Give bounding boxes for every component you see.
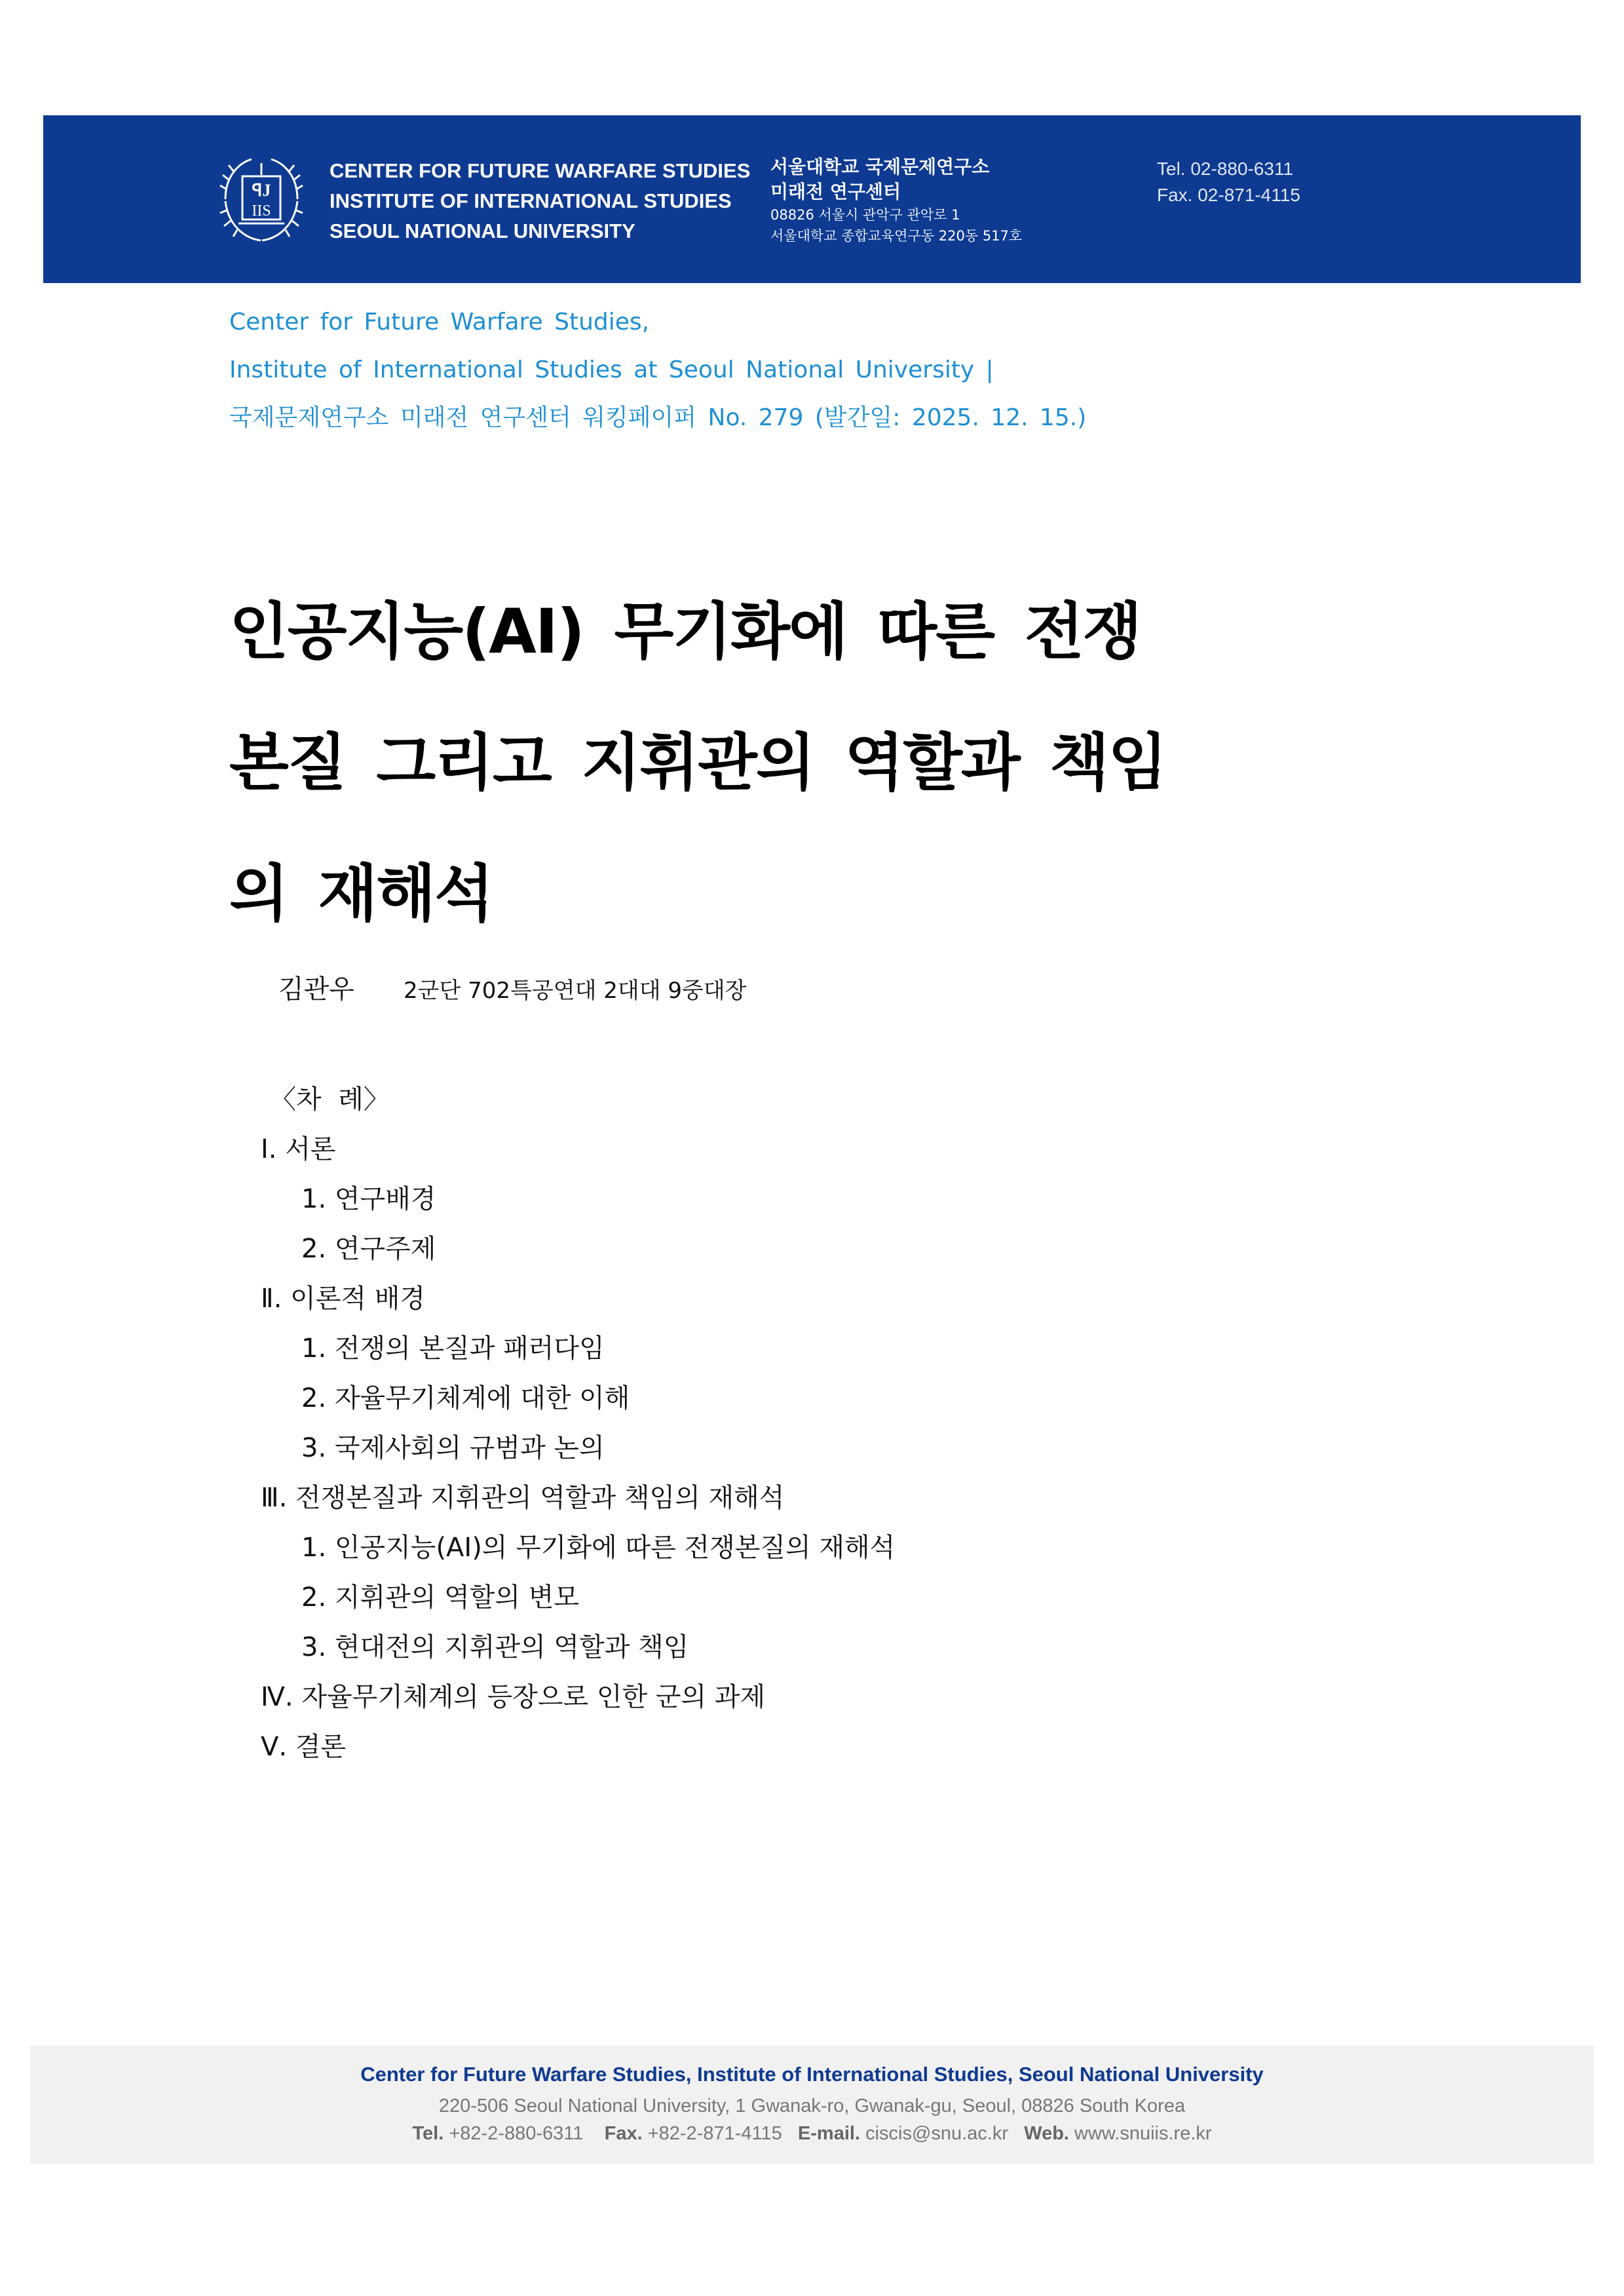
footer-address: 220-506 Seoul National University, 1 Gwanak-ro, Gwanak-gu, Seoul, 08826 South Korea [438,2095,1186,2116]
author-name: 김관우 [278,974,354,1004]
toc-subsection: 2. 지휘관의 역할의 변모 [301,1582,580,1613]
svg-text:IIS: IIS [252,202,271,220]
toc-section: Ⅱ. 이론적 배경 [261,1284,426,1314]
footer-fax: +82-2-871-4115 [647,2123,782,2144]
header-band [43,115,1581,283]
toc-subsection: 1. 전쟁의 본질과 패러다임 [301,1333,605,1364]
toc-section: Ⅰ. 서론 [261,1134,336,1164]
footer [30,2046,1594,2164]
footer-org: Center for Future Warfare Studies, Institute of International Studies, Seoul National University [360,2063,1264,2086]
footer-contact [30,2123,1594,2145]
header-eng-line: SEOUL NATIONAL UNIVERSITY [330,220,635,242]
header-fax: Fax. 02-871-4115 [1157,185,1300,205]
series-line: Center for Future Warfare Studies, [229,309,650,335]
header-contact [1157,156,1300,208]
toc-subsection: 2. 연구주제 [301,1234,436,1264]
toc-subsection: 1. 인공지능(AI)의 무기화에 따른 전쟁본질의 재해석 [301,1533,896,1563]
series-line: 국제문제연구소 미래전 연구센터 워킹페이퍼 No. 279 (발간일: 2025. 12. 15.) [229,404,1087,431]
toc-section: Ⅲ. 전쟁본질과 지휘관의 역할과 책임의 재해석 [261,1483,785,1513]
toc-section: Ⅴ. 결론 [261,1732,347,1762]
toc-subsection: 2. 자율무기체계에 대한 이해 [301,1383,630,1413]
iis-emblem-logo [212,150,311,248]
title-line: 본질 그리고 지휘관의 역할과 책임 [229,727,1167,799]
header-kor-line: 미래전 연구센터 [770,181,901,202]
toc-subsection: 3. 국제사회의 규범과 논의 [301,1433,605,1463]
header-tel: Tel. 02-880-6311 [1157,159,1294,179]
header-kor-line: 서울대학교 국제문제연구소 [770,156,990,178]
header-korean-name [770,155,1022,246]
author-line [278,968,747,1006]
toc-section: Ⅳ. 자율무기체계의 등장으로 인한 군의 과제 [261,1682,766,1712]
title-line: 인공지능(AI) 무기화에 따른 전쟁 [229,596,1141,668]
header-address-line: 08826 서울시 관악구 관악로 1 [770,207,960,223]
header-eng-line: CENTER FOR FUTURE WARFARE STUDIES [330,159,751,182]
footer-email-label: E-mail. [797,2123,861,2144]
title-line: 의 재해석 [229,858,493,930]
toc-subsection: 1. 연구배경 [301,1184,436,1214]
toc-items [261,1124,895,1772]
header-address-line: 서울대학교 종합교육연구동 220동 517호 [770,228,1023,244]
series-info [229,298,1086,442]
footer-email-link[interactable]: ciscis@snu.ac.kr [865,2123,1009,2144]
series-line: Institute of International Studies at Seoul National University | [229,356,994,383]
svg-text:ꟼJ: ꟼJ [252,181,271,200]
header-english-name [330,156,750,246]
footer-web-link[interactable]: www.snuiis.re.kr [1074,2123,1212,2144]
footer-web-label: Web. [1024,2123,1069,2144]
table-of-contents [261,1075,895,1772]
toc-heading: 〈차 례〉 [270,1084,390,1115]
header-eng-line: INSTITUTE OF INTERNATIONAL STUDIES [330,189,732,212]
footer-tel: +82-2-880-6311 [449,2123,584,2144]
footer-fax-label: Fax. [604,2123,643,2144]
paper-title [229,567,1474,960]
toc-subsection: 3. 현대전의 지휘관의 역할과 책임 [301,1632,689,1662]
author-affiliation: 2군단 702특공연대 2대대 9중대장 [404,978,747,1004]
footer-tel-label: Tel. [412,2123,444,2144]
